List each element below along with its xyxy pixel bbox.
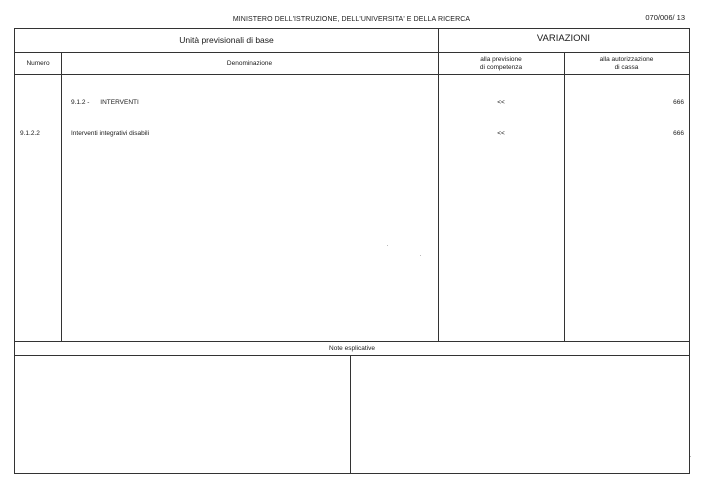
header-divider-bottom: [15, 74, 689, 75]
notes-right-box: [351, 356, 689, 474]
row-competenza: <<: [497, 130, 505, 137]
row-cassa: 666: [673, 130, 684, 137]
col-cassa-header: alla autorizzazione di cassa: [599, 56, 654, 71]
notes-left-box: [15, 356, 350, 474]
variazioni-header: VARIAZIONI: [536, 33, 591, 44]
cassa-col-divider: [564, 52, 565, 341]
table-bottom-divider: [15, 341, 689, 342]
col-denominazione-header: Denominazione: [226, 60, 273, 67]
col-competenza-header: alla previsione di competenza: [479, 56, 523, 71]
row-denominazione: Interventi integrativi disabili: [71, 130, 150, 137]
unita-previsionali-header: Unità previsionali di base: [179, 35, 274, 45]
row-denominazione: 9.1.2 - INTERVENTI: [71, 99, 139, 106]
row-cassa: 666: [673, 99, 684, 106]
row-numero: 9.1.2.2: [20, 130, 40, 137]
header-divider-top: [15, 52, 689, 53]
budget-table: [14, 28, 690, 474]
variazioni-col-divider: [438, 29, 439, 341]
numero-col-divider: [61, 52, 62, 341]
scan-speck: [690, 456, 691, 457]
ministry-title: MINISTERO DELL'ISTRUZIONE, DELL'UNIVERSITA' E DELLA RICERCA: [232, 16, 471, 23]
row-competenza: <<: [497, 99, 505, 106]
col-numero-header: Numero: [26, 60, 50, 67]
notes-title: Note esplicative: [329, 345, 375, 352]
page-code: 070/006/ 13: [645, 13, 685, 22]
scan-speck: [387, 245, 388, 246]
scan-speck: [420, 255, 421, 256]
